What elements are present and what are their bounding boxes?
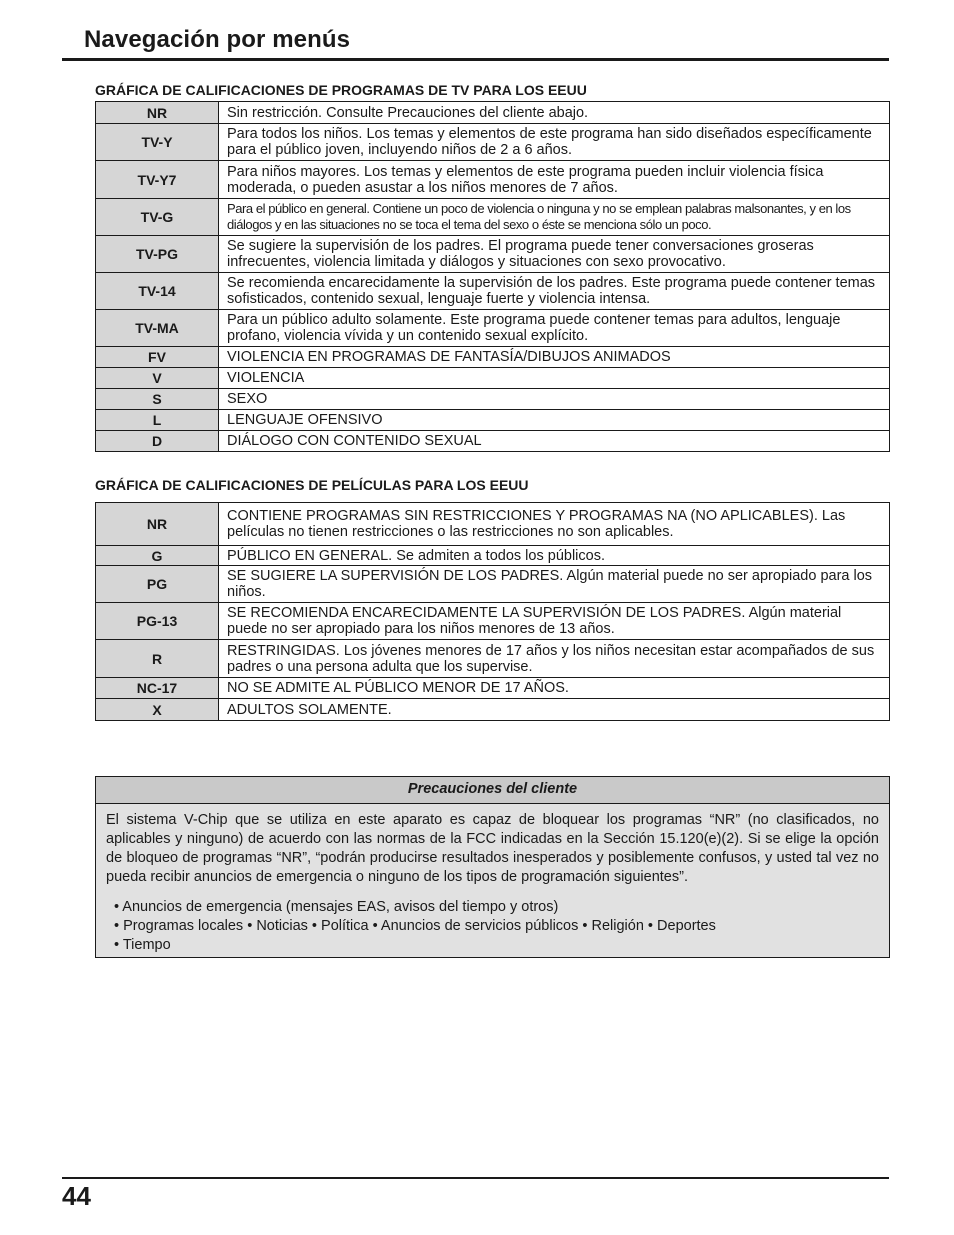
rating-code: D (96, 431, 219, 452)
tv-ratings-table (95, 101, 890, 452)
rating-description: Se sugiere la supervisión de los padres. El programa puede tener conversaciones groseras infrecuentes, violencia limitada y diálogos y situaciones con sexo provocativo. (219, 236, 890, 273)
rating-description: DIÁLOGO CON CONTENIDO SEXUAL (219, 431, 890, 452)
rating-description: SEXO (219, 389, 890, 410)
rating-code: TV-G (96, 199, 219, 236)
page-title: Navegación por menús (84, 26, 351, 53)
rating-code: PG-13 (96, 603, 219, 640)
caution-body (96, 804, 889, 955)
table-row (96, 410, 890, 431)
rating-description: Para un público adulto solamente. Este programa puede contener temas para adultos, lenguaje profano, violencia vívida y un contenido sexual explícito. (219, 310, 890, 347)
rating-description: SE SUGIERE LA SUPERVISIÓN DE LOS PADRES. Algún material puede no ser apropiado para los niños. (219, 566, 890, 603)
table-row (96, 503, 890, 546)
table-row (96, 699, 890, 721)
rating-code: PG (96, 566, 219, 603)
title-divider (62, 58, 889, 61)
movie-ratings-table (95, 502, 890, 721)
rating-code: FV (96, 347, 219, 368)
page-number: 44 (62, 1181, 91, 1211)
rating-code: G (96, 546, 219, 566)
caution-title: Precauciones del cliente (96, 777, 889, 804)
rating-description: SE RECOMIENDA ENCARECIDAMENTE LA SUPERVISIÓN DE LOS PADRES. Algún material puede no ser apropiado para los niños menores de 13 años. (219, 603, 890, 640)
table-row (96, 236, 890, 273)
table-row (96, 431, 890, 452)
rating-code: NC-17 (96, 678, 219, 699)
rating-code: TV-Y (96, 124, 219, 161)
table-row (96, 161, 890, 199)
table-row (96, 124, 890, 161)
table-row (96, 310, 890, 347)
rating-description: PÚBLICO EN GENERAL. Se admiten a todos los públicos. (219, 546, 890, 566)
movie-ratings-heading: GRÁFICA DE CALIFICACIONES DE PELÍCULAS PARA LOS EEUU (95, 477, 529, 493)
caution-paragraph: El sistema V-Chip que se utiliza en este aparato es capaz de bloquear los programas “NR” (no clasificados, no aplicables y ninguno) de acuerdo con las normas de la FCC indicadas en la Sección 15.120(e)(2). Si se elige la opción de bloqueo de programas “NR”, “podrán producirse resultados inesperados y posiblemente confusos, y usted tal vez no pueda recibir anuncios de emergencia o ninguno de los tipos de programación siguientes”. (106, 812, 879, 885)
rating-description: VIOLENCIA (219, 368, 890, 389)
list-item: • Tiempo (114, 937, 171, 953)
rating-code: V (96, 368, 219, 389)
rating-description: Sin restricción. Consulte Precauciones del cliente abajo. (219, 102, 890, 124)
table-row (96, 347, 890, 368)
rating-description: Para niños mayores. Los temas y elementos de este programa pueden incluir violencia física moderada, o pueden asustar a los niños menores de 7 años. (219, 161, 890, 199)
rating-code: X (96, 699, 219, 721)
customer-caution-box (95, 776, 890, 958)
rating-code: NR (96, 503, 219, 546)
table-row (96, 603, 890, 640)
rating-code: R (96, 640, 219, 678)
table-row (96, 389, 890, 410)
rating-code: L (96, 410, 219, 431)
rating-description: Se recomienda encarecidamente la supervisión de los padres. Este programa puede contener temas sofisticados, contenido sexual, lenguaje fuerte y violencia intensa. (219, 273, 890, 310)
rating-code: S (96, 389, 219, 410)
rating-description: VIOLENCIA EN PROGRAMAS DE FANTASÍA/DIBUJOS ANIMADOS (219, 347, 890, 368)
rating-description: ADULTOS SOLAMENTE. (219, 699, 890, 721)
footer-divider (62, 1177, 889, 1179)
list-item: • Programas locales • Noticias • Política • Anuncios de servicios públicos • Religión • Deportes (114, 918, 716, 934)
list-item: • Anuncios de emergencia (mensajes EAS, avisos del tiempo y otros) (114, 899, 559, 915)
rating-description: NO SE ADMITE AL PÚBLICO MENOR DE 17 AÑOS. (219, 678, 890, 699)
rating-description: LENGUAJE OFENSIVO (219, 410, 890, 431)
table-row (96, 640, 890, 678)
rating-code: TV-PG (96, 236, 219, 273)
rating-code: TV-14 (96, 273, 219, 310)
table-row (96, 566, 890, 603)
table-row (96, 368, 890, 389)
rating-description: CONTIENE PROGRAMAS SIN RESTRICCIONES Y PROGRAMAS NA (NO APLICABLES). Las películas no tienen restricciones o las restricciones no son aplicables. (219, 503, 890, 546)
table-row (96, 678, 890, 699)
rating-code: NR (96, 102, 219, 124)
table-row (96, 102, 890, 124)
rating-code: TV-Y7 (96, 161, 219, 199)
rating-description: Para el público en general. Contiene un poco de violencia o ninguna y no se emplean palabras malsonantes, y en los diálogos y en las situaciones no se toca el tema del sexo o éste se menciona sólo un poco. (219, 199, 890, 236)
rating-description: Para todos los niños. Los temas y elementos de este programa han sido diseñados específicamente para el público joven, incluyendo niños de 2 a 6 años. (219, 124, 890, 161)
rating-description: RESTRINGIDAS. Los jóvenes menores de 17 años y los niños necesitan estar acompañados de sus padres o una persona adulta que los supervise. (219, 640, 890, 678)
caution-list (114, 898, 879, 955)
table-row (96, 273, 890, 310)
tv-ratings-heading: GRÁFICA DE CALIFICACIONES DE PROGRAMAS DE TV PARA LOS EEUU (95, 82, 587, 98)
table-row (96, 546, 890, 566)
rating-code: TV-MA (96, 310, 219, 347)
table-row (96, 199, 890, 236)
